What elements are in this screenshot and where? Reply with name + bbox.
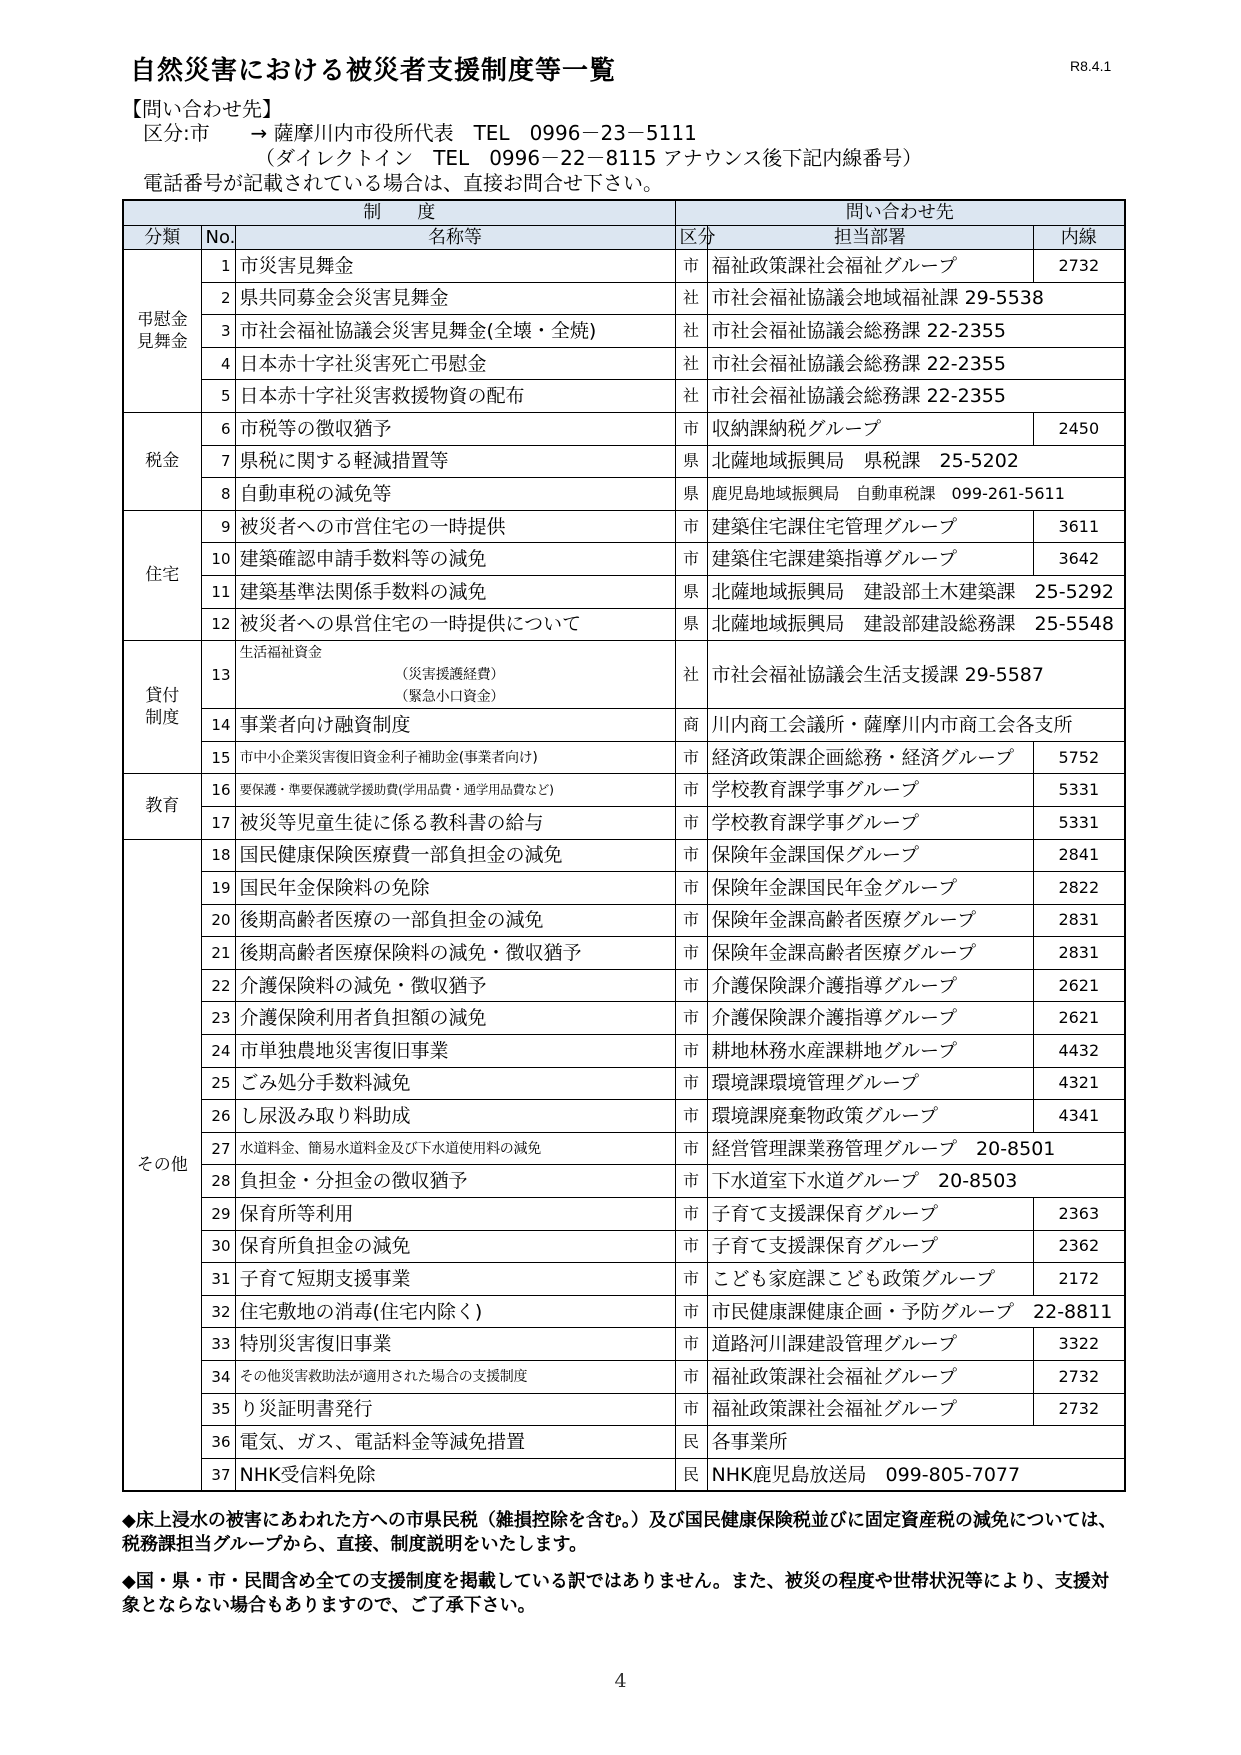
extension-cell: 2841 bbox=[1033, 839, 1125, 872]
extension-cell: 2621 bbox=[1033, 969, 1125, 1002]
system-name: 保育所等利用 bbox=[235, 1198, 675, 1231]
system-name: 建築確認申請手数料等の減免 bbox=[235, 543, 675, 576]
extension-cell: 4341 bbox=[1033, 1100, 1125, 1133]
system-name: し尿汲み取り料助成 bbox=[235, 1100, 675, 1133]
row-number: 3 bbox=[201, 315, 235, 348]
extension-cell: 5331 bbox=[1033, 806, 1125, 839]
department-cell: 子育て支援課保育グループ bbox=[707, 1230, 1033, 1263]
extension-cell: 2831 bbox=[1033, 904, 1125, 937]
system-name: 生活福祉資金 （災害援護経費） （緊急小口資金） bbox=[235, 641, 675, 709]
extension-cell: 2732 bbox=[1033, 1393, 1125, 1426]
row-number: 33 bbox=[201, 1328, 235, 1361]
kubun-cell: 市 bbox=[675, 510, 707, 543]
row-number: 12 bbox=[201, 608, 235, 641]
row-number: 21 bbox=[201, 937, 235, 970]
table-row bbox=[123, 1132, 1125, 1165]
page-number: 4 bbox=[614, 1670, 627, 1692]
system-name: 負担金・分担金の徴収猶予 bbox=[235, 1165, 675, 1198]
table-row bbox=[123, 1002, 1125, 1035]
department-cell: 市社会福祉協議会地域福祉課 29-5538 bbox=[707, 282, 1125, 315]
kubun-cell: 市 bbox=[675, 250, 707, 283]
header-meisho: 名称等 bbox=[235, 226, 675, 250]
table-row bbox=[123, 315, 1125, 348]
table-row bbox=[123, 445, 1125, 478]
contact-line-1 bbox=[143, 121, 697, 145]
category-cell: 教育 bbox=[123, 774, 201, 839]
row-number: 17 bbox=[201, 806, 235, 839]
row-number: 10 bbox=[201, 543, 235, 576]
extension-cell: 3611 bbox=[1033, 510, 1125, 543]
kubun-cell: 市 bbox=[675, 543, 707, 576]
table-row bbox=[123, 510, 1125, 543]
department-cell: 保険年金課国保グループ bbox=[707, 839, 1033, 872]
extension-cell: 3322 bbox=[1033, 1328, 1125, 1361]
system-name: その他災害救助法が適用された場合の支援制度 bbox=[235, 1361, 675, 1394]
kubun-cell: 市 bbox=[675, 872, 707, 905]
kubun-cell: 県 bbox=[675, 575, 707, 608]
extension-cell: 2831 bbox=[1033, 937, 1125, 970]
table-row bbox=[123, 1165, 1125, 1198]
row-number: 20 bbox=[201, 904, 235, 937]
row-number: 7 bbox=[201, 445, 235, 478]
system-name: 要保護・準要保護就学援助費(学用品費・通学用品費など) bbox=[235, 774, 675, 807]
kubun-cell: 市 bbox=[675, 1393, 707, 1426]
table-row bbox=[123, 641, 1125, 709]
system-name: 市税等の徴収猶予 bbox=[235, 412, 675, 445]
table-row bbox=[123, 1295, 1125, 1328]
row-number: 6 bbox=[201, 412, 235, 445]
system-name: 国民年金保険料の免除 bbox=[235, 872, 675, 905]
system-name: 建築基準法関係手数料の減免 bbox=[235, 575, 675, 608]
extension-cell: 4321 bbox=[1033, 1067, 1125, 1100]
table-row bbox=[123, 774, 1125, 807]
row-number: 13 bbox=[201, 641, 235, 709]
table-row bbox=[123, 282, 1125, 315]
row-number: 25 bbox=[201, 1067, 235, 1100]
department-cell: 保険年金課高齢者医療グループ bbox=[707, 937, 1033, 970]
category-cell: 住宅 bbox=[123, 510, 201, 640]
extension-cell: 2822 bbox=[1033, 872, 1125, 905]
department-cell: 市社会福祉協議会総務課 22-2355 bbox=[707, 347, 1125, 380]
row-number: 2 bbox=[201, 282, 235, 315]
department-cell: 経済政策課企画総務・経済グループ bbox=[707, 741, 1033, 774]
category-cell: 貸付 制度 bbox=[123, 641, 201, 774]
system-name: NHK受信料免除 bbox=[235, 1458, 675, 1491]
row-number: 37 bbox=[201, 1458, 235, 1491]
row-number: 34 bbox=[201, 1361, 235, 1394]
department-cell: 建築住宅課住宅管理グループ bbox=[707, 510, 1033, 543]
row-number: 5 bbox=[201, 380, 235, 413]
department-cell: 保険年金課高齢者医療グループ bbox=[707, 904, 1033, 937]
department-cell: 介護保険課介護指導グループ bbox=[707, 969, 1033, 1002]
kubun-cell: 市 bbox=[675, 1295, 707, 1328]
table-row bbox=[123, 1198, 1125, 1231]
kubun-cell: 社 bbox=[675, 641, 707, 709]
system-name: 介護保険利用者負担額の減免 bbox=[235, 1002, 675, 1035]
table-row bbox=[123, 380, 1125, 413]
kubun-cell: 市 bbox=[675, 1132, 707, 1165]
system-name: 後期高齢者医療保険料の減免・徴収猶予 bbox=[235, 937, 675, 970]
extension-cell: 2172 bbox=[1033, 1263, 1125, 1296]
extension-cell: 2450 bbox=[1033, 412, 1125, 445]
system-name: 県共同募金会災害見舞金 bbox=[235, 282, 675, 315]
department-cell: 耕地林務水産課耕地グループ bbox=[707, 1035, 1033, 1068]
department-cell: 市社会福祉協議会総務課 22-2355 bbox=[707, 380, 1125, 413]
department-cell: 川内商工会議所・薩摩川内市商工会各支所 bbox=[707, 709, 1125, 742]
table-row bbox=[123, 575, 1125, 608]
table-row bbox=[123, 741, 1125, 774]
system-name: 県税に関する軽減措置等 bbox=[235, 445, 675, 478]
kubun-cell: 市 bbox=[675, 839, 707, 872]
kubun-cell: 社 bbox=[675, 282, 707, 315]
kubun-cell: 県 bbox=[675, 445, 707, 478]
department-cell: 北薩地域振興局 建設部建設総務課 25-5548 bbox=[707, 608, 1125, 641]
kubun-cell: 市 bbox=[675, 1035, 707, 1068]
department-cell: 福祉政策課社会福祉グループ bbox=[707, 1393, 1033, 1426]
kubun-cell: 市 bbox=[675, 1263, 707, 1296]
extension-cell: 2732 bbox=[1033, 250, 1125, 283]
row-number: 15 bbox=[201, 741, 235, 774]
table-row bbox=[123, 250, 1125, 283]
department-cell: 下水道室下水道グループ 20-8503 bbox=[707, 1165, 1125, 1198]
contact-line-2: （ダイレクトイン TEL 0996－22－8115 アナウンス後下記内線番号） bbox=[255, 146, 923, 170]
extension-cell: 4432 bbox=[1033, 1035, 1125, 1068]
row-number: 32 bbox=[201, 1295, 235, 1328]
kubun-cell: 商 bbox=[675, 709, 707, 742]
table-row bbox=[123, 347, 1125, 380]
row-number: 9 bbox=[201, 510, 235, 543]
note-2: ◆国・県・市・民間含め全ての支援制度を掲載している訳ではありません。また、被災の程度や世帯状況等により、支援対象とならない場合もありますので、ご了承下さい。 bbox=[122, 1571, 1109, 1616]
table-row bbox=[123, 1067, 1125, 1100]
extension-cell: 3642 bbox=[1033, 543, 1125, 576]
category-cell: 税金 bbox=[123, 412, 201, 510]
kubun-cell: 市 bbox=[675, 904, 707, 937]
table-row bbox=[123, 1458, 1125, 1491]
row-number: 14 bbox=[201, 709, 235, 742]
table-row bbox=[123, 709, 1125, 742]
department-cell: 福祉政策課社会福祉グループ bbox=[707, 250, 1033, 283]
kubun-cell: 県 bbox=[675, 478, 707, 511]
kubun-cell: 民 bbox=[675, 1426, 707, 1459]
system-name: 水道料金、簡易水道料金及び下水道使用料の減免 bbox=[235, 1132, 675, 1165]
row-number: 8 bbox=[201, 478, 235, 511]
table-row bbox=[123, 478, 1125, 511]
category-cell: その他 bbox=[123, 839, 201, 1491]
page-title: 自然災害における被災者支援制度等一覧 bbox=[130, 56, 617, 86]
department-cell: 保険年金課国民年金グループ bbox=[707, 872, 1033, 905]
system-name: 被災等児童生徒に係る教科書の給与 bbox=[235, 806, 675, 839]
kubun-cell: 市 bbox=[675, 1198, 707, 1231]
header-naisen: 内線 bbox=[1033, 226, 1125, 250]
department-cell: 市社会福祉協議会総務課 22-2355 bbox=[707, 315, 1125, 348]
department-cell: 市民健康課健康企画・予防グループ 22-8811 bbox=[707, 1295, 1125, 1328]
kubun-cell: 社 bbox=[675, 347, 707, 380]
system-name: 市中小企業災害復旧資金利子補助金(事業者向け) bbox=[235, 741, 675, 774]
department-cell: 鹿児島地域振興局 自動車税課 099-261-5611 bbox=[707, 478, 1125, 511]
table-row bbox=[123, 608, 1125, 641]
extension-cell: 2621 bbox=[1033, 1002, 1125, 1035]
system-name: 特別災害復旧事業 bbox=[235, 1328, 675, 1361]
department-cell: 道路河川課建設管理グループ bbox=[707, 1328, 1033, 1361]
row-number: 27 bbox=[201, 1132, 235, 1165]
department-cell: 建築住宅課建築指導グループ bbox=[707, 543, 1033, 576]
table-row bbox=[123, 1100, 1125, 1133]
department-cell: 収納課納税グループ bbox=[707, 412, 1033, 445]
system-name: 市社会福祉協議会災害見舞金(全壊・全焼) bbox=[235, 315, 675, 348]
system-name: 市災害見舞金 bbox=[235, 250, 675, 283]
row-number: 18 bbox=[201, 839, 235, 872]
table-row bbox=[123, 806, 1125, 839]
row-number: 16 bbox=[201, 774, 235, 807]
contact-line-3: 電話番号が記載されている場合は、直接お問合せ下さい。 bbox=[143, 171, 663, 195]
department-cell: 北薩地域振興局 県税課 25-5202 bbox=[707, 445, 1125, 478]
department-cell: こども家庭課こども政策グループ bbox=[707, 1263, 1033, 1296]
system-name: 子育て短期支援事業 bbox=[235, 1263, 675, 1296]
kubun-cell: 市 bbox=[675, 1067, 707, 1100]
contact-heading: 【問い合わせ先】 bbox=[122, 97, 282, 121]
department-cell: 市社会福祉協議会生活支援課 29-5587 bbox=[707, 641, 1125, 709]
system-name: 住宅敷地の消毒(住宅内除く) bbox=[235, 1295, 675, 1328]
table-row bbox=[123, 1426, 1125, 1459]
row-number: 35 bbox=[201, 1393, 235, 1426]
table-row bbox=[123, 1035, 1125, 1068]
row-number: 28 bbox=[201, 1165, 235, 1198]
row-number: 30 bbox=[201, 1230, 235, 1263]
department-cell: 環境課環境管理グループ bbox=[707, 1067, 1033, 1100]
row-number: 1 bbox=[201, 250, 235, 283]
kubun-cell: 市 bbox=[675, 1328, 707, 1361]
kubun-cell: 市 bbox=[675, 1100, 707, 1133]
row-number: 26 bbox=[201, 1100, 235, 1133]
system-name: 後期高齢者医療の一部負担金の減免 bbox=[235, 904, 675, 937]
table-row bbox=[123, 839, 1125, 872]
system-name: 日本赤十字社災害死亡弔慰金 bbox=[235, 347, 675, 380]
kubun-cell: 市 bbox=[675, 1361, 707, 1394]
system-name: 保育所負担金の減免 bbox=[235, 1230, 675, 1263]
table-row bbox=[123, 1230, 1125, 1263]
contact-line-1-label: 区分:市 bbox=[143, 121, 210, 145]
department-cell: 子育て支援課保育グループ bbox=[707, 1198, 1033, 1231]
kubun-cell: 社 bbox=[675, 315, 707, 348]
table-row bbox=[123, 872, 1125, 905]
department-cell: 福祉政策課社会福祉グループ bbox=[707, 1361, 1033, 1394]
revision-date: R8.4.1 bbox=[1070, 58, 1112, 74]
system-name: 被災者への市営住宅の一時提供 bbox=[235, 510, 675, 543]
table-body bbox=[123, 250, 1125, 1492]
kubun-cell: 市 bbox=[675, 806, 707, 839]
department-cell: NHK鹿児島放送局 099-805-7077 bbox=[707, 1458, 1125, 1491]
system-name: り災証明書発行 bbox=[235, 1393, 675, 1426]
kubun-cell: 社 bbox=[675, 380, 707, 413]
table-row bbox=[123, 1263, 1125, 1296]
header-bunrui: 分類 bbox=[123, 226, 201, 250]
extension-cell: 2363 bbox=[1033, 1198, 1125, 1231]
header-seido: 制 度 bbox=[123, 200, 675, 226]
system-name: 自動車税の減免等 bbox=[235, 478, 675, 511]
table-row bbox=[123, 543, 1125, 576]
table-row bbox=[123, 1361, 1125, 1394]
row-number: 29 bbox=[201, 1198, 235, 1231]
category-cell: 弔慰金 見舞金 bbox=[123, 250, 201, 413]
kubun-cell: 市 bbox=[675, 1002, 707, 1035]
row-number: 31 bbox=[201, 1263, 235, 1296]
row-number: 24 bbox=[201, 1035, 235, 1068]
header-kubun: 区分 bbox=[675, 226, 707, 250]
kubun-cell: 市 bbox=[675, 741, 707, 774]
extension-cell: 5331 bbox=[1033, 774, 1125, 807]
department-cell: 環境課廃棄物政策グループ bbox=[707, 1100, 1033, 1133]
kubun-cell: 市 bbox=[675, 937, 707, 970]
kubun-cell: 県 bbox=[675, 608, 707, 641]
extension-cell: 2362 bbox=[1033, 1230, 1125, 1263]
department-cell: 北薩地域振興局 建設部土木建築課 25-5292 bbox=[707, 575, 1125, 608]
kubun-cell: 市 bbox=[675, 1165, 707, 1198]
row-number: 19 bbox=[201, 872, 235, 905]
row-number: 23 bbox=[201, 1002, 235, 1035]
header-tanto: 担当部署 bbox=[707, 226, 1033, 250]
header-toiawase: 問い合わせ先 bbox=[675, 200, 1125, 226]
kubun-cell: 市 bbox=[675, 412, 707, 445]
department-cell: 学校教育課学事グループ bbox=[707, 806, 1033, 839]
table-row bbox=[123, 1393, 1125, 1426]
department-cell: 学校教育課学事グループ bbox=[707, 774, 1033, 807]
header-no: No. bbox=[201, 226, 235, 250]
note-1: ◆床上浸水の被害にあわれた方への市県民税（雑損控除を含む。）及び国民健康保険税並びに固定資産税の減免については、税務課担当グループから、直接、制度説明をいたします。 bbox=[122, 1510, 1117, 1555]
system-name: ごみ処分手数料減免 bbox=[235, 1067, 675, 1100]
row-number: 4 bbox=[201, 347, 235, 380]
system-name: 国民健康保険医療費一部負担金の減免 bbox=[235, 839, 675, 872]
table-row bbox=[123, 969, 1125, 1002]
department-cell: 経営管理課業務管理グループ 20-8501 bbox=[707, 1132, 1125, 1165]
department-cell: 各事業所 bbox=[707, 1426, 1125, 1459]
table-row bbox=[123, 412, 1125, 445]
system-name: 被災者への県営住宅の一時提供について bbox=[235, 608, 675, 641]
system-name: 事業者向け融資制度 bbox=[235, 709, 675, 742]
extension-cell: 5752 bbox=[1033, 741, 1125, 774]
table-row bbox=[123, 904, 1125, 937]
table-row bbox=[123, 1328, 1125, 1361]
row-number: 22 bbox=[201, 969, 235, 1002]
extension-cell: 2732 bbox=[1033, 1361, 1125, 1394]
system-name: 日本赤十字社災害救援物資の配布 bbox=[235, 380, 675, 413]
system-name: 市単独農地災害復旧事業 bbox=[235, 1035, 675, 1068]
department-cell: 介護保険課介護指導グループ bbox=[707, 1002, 1033, 1035]
kubun-cell: 市 bbox=[675, 774, 707, 807]
row-number: 36 bbox=[201, 1426, 235, 1459]
kubun-cell: 民 bbox=[675, 1458, 707, 1491]
row-number: 11 bbox=[201, 575, 235, 608]
support-system-table bbox=[122, 199, 1126, 1492]
system-name: 電気、ガス、電話料金等減免措置 bbox=[235, 1426, 675, 1459]
system-name: 介護保険料の減免・徴収猶予 bbox=[235, 969, 675, 1002]
kubun-cell: 市 bbox=[675, 1230, 707, 1263]
contact-line-1-value: → 薩摩川内市役所代表 TEL 0996－23－5111 bbox=[250, 121, 697, 145]
table-row bbox=[123, 937, 1125, 970]
kubun-cell: 市 bbox=[675, 969, 707, 1002]
